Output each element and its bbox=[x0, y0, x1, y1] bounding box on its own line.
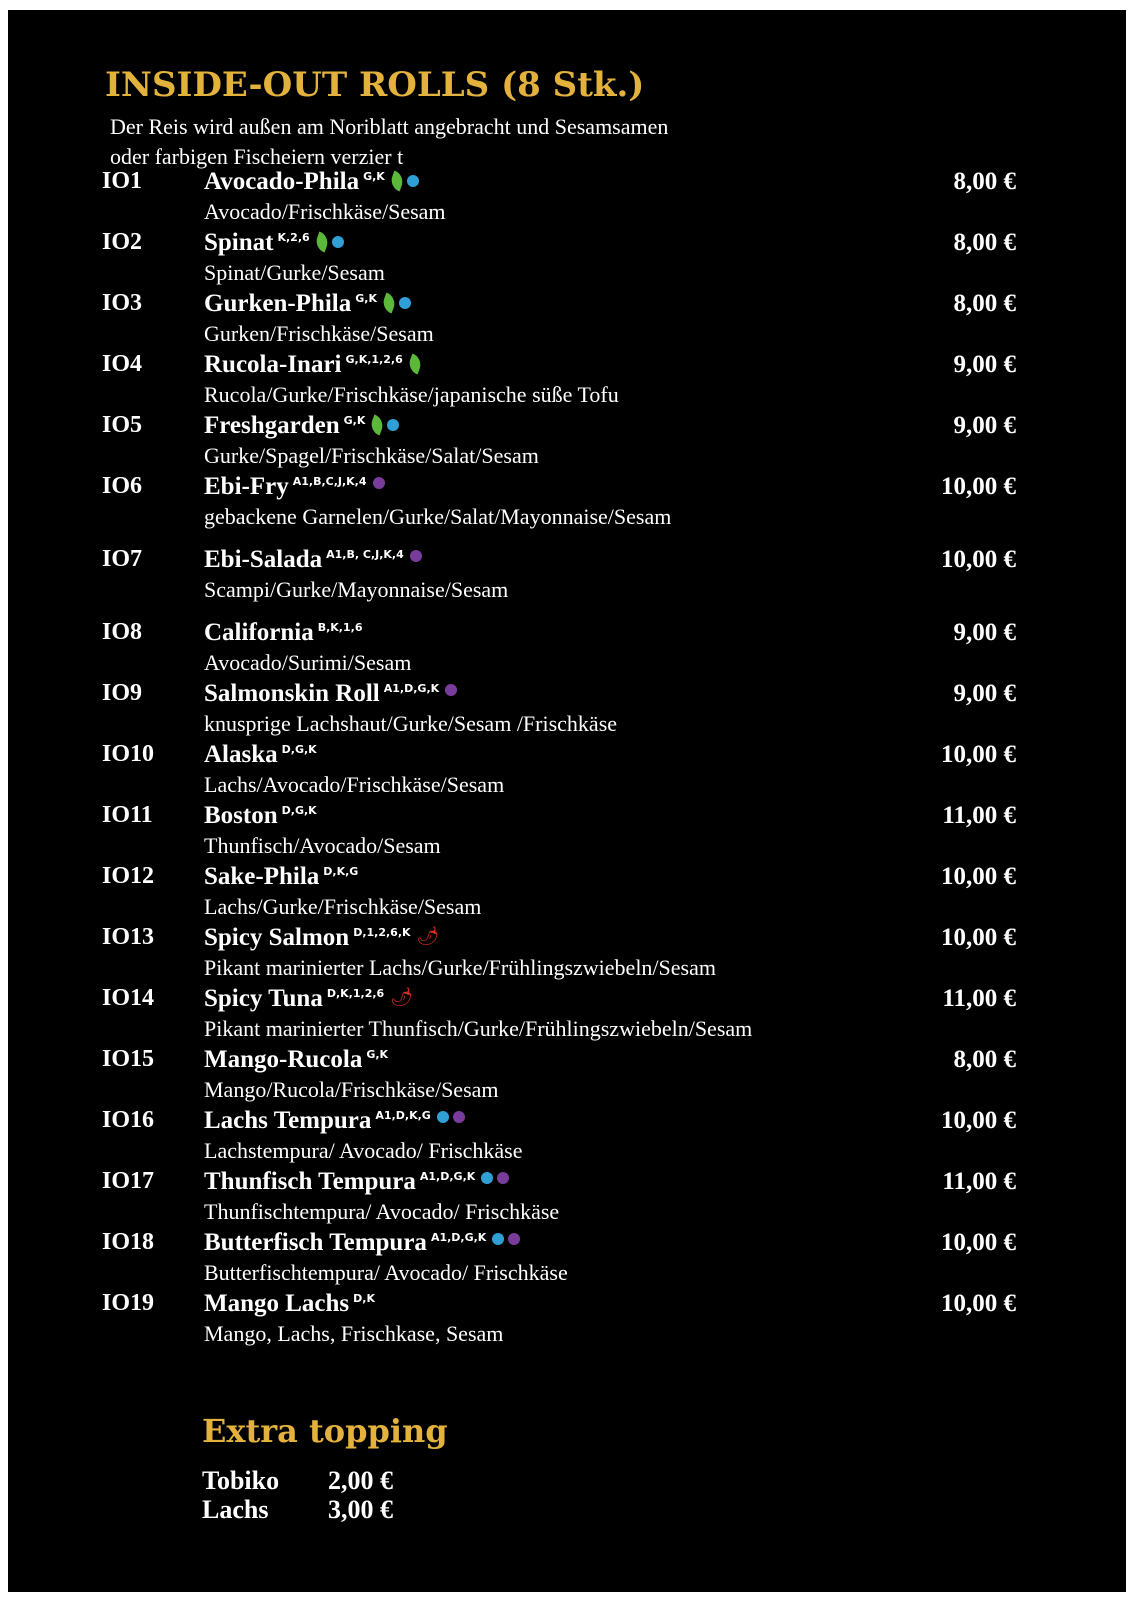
item-allergens: G,K bbox=[355, 292, 377, 305]
item-code: IO15 bbox=[102, 1046, 155, 1072]
menu-item-row bbox=[8, 680, 1126, 740]
item-name-line bbox=[204, 168, 419, 196]
item-description: gebackene Garnelen/Gurke/Salat/Mayonnaise/Sesam bbox=[204, 504, 672, 529]
item-name: Spinat bbox=[204, 229, 274, 256]
item-name-line bbox=[204, 802, 317, 830]
item-description: Lachs/Gurke/Frischkäse/Sesam bbox=[204, 894, 482, 919]
item-name: Freshgarden bbox=[204, 412, 340, 439]
menu-item-row bbox=[8, 229, 1126, 289]
purple-dot-icon bbox=[453, 1111, 465, 1123]
item-name: Alaska bbox=[204, 741, 278, 768]
menu-item-row bbox=[8, 1046, 1126, 1106]
item-name-line bbox=[204, 619, 362, 647]
item-description: Pikant marinierter Lachs/Gurke/Frühlingszwiebeln/Sesam bbox=[204, 955, 716, 980]
menu-item-row bbox=[8, 546, 1126, 606]
item-description: Thunfischtempura/ Avocado/ Frischkäse bbox=[204, 1199, 560, 1224]
item-code: IO16 bbox=[102, 1107, 155, 1133]
item-description: Spinat/Gurke/Sesam bbox=[204, 260, 385, 285]
item-allergens: D,G,K bbox=[281, 743, 317, 756]
item-icons bbox=[437, 1111, 465, 1123]
menu-item-row bbox=[8, 802, 1126, 862]
item-name: Ebi-Salada bbox=[204, 546, 323, 573]
menu-item-row bbox=[8, 741, 1126, 801]
purple-dot-icon bbox=[508, 1233, 520, 1245]
item-name: Salmonskin Roll bbox=[204, 680, 380, 707]
item-name-line bbox=[204, 1168, 509, 1196]
leaf-icon bbox=[388, 170, 405, 191]
item-allergens: A1,D,G,K bbox=[419, 1170, 476, 1183]
item-description: Avocado/Surimi/Sesam bbox=[204, 650, 412, 675]
section-description bbox=[110, 112, 870, 172]
item-code: IO11 bbox=[102, 802, 153, 828]
item-allergens: D,G,K bbox=[281, 804, 317, 817]
extra-topping-price: 3,00 € bbox=[328, 1495, 393, 1524]
item-code: IO10 bbox=[102, 741, 155, 767]
item-name-line bbox=[204, 741, 317, 769]
chili-icon: 🌶 bbox=[390, 987, 414, 1008]
item-name: Ebi-Fry bbox=[204, 473, 289, 500]
item-price: 10,00 € bbox=[941, 741, 1016, 768]
blue-dot-icon bbox=[399, 297, 411, 309]
extra-topping-name: Lachs bbox=[202, 1495, 269, 1524]
item-name-line bbox=[204, 290, 411, 318]
item-name: Boston bbox=[204, 802, 278, 829]
item-code: IO9 bbox=[102, 680, 143, 706]
item-name-line bbox=[204, 1290, 375, 1318]
item-code: IO18 bbox=[102, 1229, 155, 1255]
item-name: Spicy Salmon bbox=[204, 924, 350, 951]
item-icons bbox=[316, 233, 344, 251]
item-code: IO8 bbox=[102, 619, 143, 645]
item-icons bbox=[409, 355, 421, 373]
item-price: 10,00 € bbox=[941, 473, 1016, 500]
item-description: Rucola/Gurke/Frischkäse/japanische süße Tofu bbox=[204, 382, 619, 407]
item-code: IO17 bbox=[102, 1168, 155, 1194]
item-code: IO13 bbox=[102, 924, 155, 950]
item-description: Scampi/Gurke/Mayonnaise/Sesam bbox=[204, 577, 509, 602]
item-description: Mango, Lachs, Frischkase, Sesam bbox=[204, 1321, 504, 1346]
item-icons bbox=[373, 477, 385, 489]
description-line: Der Reis wird außen am Noriblatt angebracht und Sesamsamen bbox=[110, 114, 669, 139]
item-allergens: D,K,G bbox=[323, 865, 359, 878]
blue-dot-icon bbox=[481, 1172, 493, 1184]
item-icons bbox=[371, 416, 399, 434]
item-price: 11,00 € bbox=[942, 985, 1016, 1012]
item-name: Lachs Tempura bbox=[204, 1107, 372, 1134]
item-price: 10,00 € bbox=[941, 1107, 1016, 1134]
item-price: 11,00 € bbox=[942, 1168, 1016, 1195]
item-name: Butterfisch Tempura bbox=[204, 1229, 427, 1256]
item-description: Thunfisch/Avocado/Sesam bbox=[204, 833, 441, 858]
menu-item-row bbox=[8, 473, 1126, 533]
blue-dot-icon bbox=[407, 175, 419, 187]
description-line: oder farbigen Fischeiern verzier t bbox=[110, 144, 404, 169]
item-allergens: G,K,1,2,6 bbox=[345, 353, 403, 366]
item-name: Avocado-Phila bbox=[204, 168, 360, 195]
item-allergens: A1,D,G,K bbox=[383, 682, 440, 695]
item-icons bbox=[410, 550, 422, 562]
item-description: Gurke/Spagel/Frischkäse/Salat/Sesam bbox=[204, 443, 539, 468]
item-name-line bbox=[204, 546, 422, 574]
item-icons bbox=[481, 1172, 509, 1184]
item-icons bbox=[492, 1233, 520, 1245]
item-price: 11,00 € bbox=[942, 802, 1016, 829]
item-name-line bbox=[204, 229, 344, 257]
item-code: IO14 bbox=[102, 985, 155, 1011]
item-name-line bbox=[204, 1229, 520, 1257]
item-allergens: A1,D,K,G bbox=[375, 1109, 431, 1122]
item-description: Lachstempura/ Avocado/ Frischkäse bbox=[204, 1138, 523, 1163]
menu-item-row bbox=[8, 168, 1126, 228]
purple-dot-icon bbox=[410, 550, 422, 562]
item-name: Gurken-Phila bbox=[204, 290, 352, 317]
item-name-line bbox=[204, 412, 399, 440]
item-name-line bbox=[204, 1107, 465, 1135]
menu-item-row bbox=[8, 924, 1126, 984]
extra-topping-title: Extra topping bbox=[202, 1412, 448, 1450]
item-name-line bbox=[204, 680, 457, 708]
extra-topping-name: Tobiko bbox=[202, 1466, 280, 1495]
section-title: INSIDE-OUT ROLLS (8 Stk.) bbox=[105, 65, 645, 105]
item-name-line bbox=[204, 1046, 388, 1074]
menu-item-row bbox=[8, 619, 1126, 679]
item-allergens: G,K bbox=[366, 1048, 389, 1061]
item-description: Avocado/Frischkäse/Sesam bbox=[204, 199, 446, 224]
menu-item-row bbox=[8, 1107, 1126, 1167]
item-price: 10,00 € bbox=[941, 924, 1016, 951]
item-name-line bbox=[204, 473, 385, 501]
purple-dot-icon bbox=[373, 477, 385, 489]
item-name: Thunfisch Tempura bbox=[204, 1168, 416, 1195]
item-description: Butterfischtempura/ Avocado/ Frischkäse bbox=[204, 1260, 568, 1285]
leaf-icon bbox=[369, 414, 386, 435]
menu-item-row bbox=[8, 1168, 1126, 1228]
item-name: Sake-Phila bbox=[204, 863, 320, 890]
purple-dot-icon bbox=[445, 684, 457, 696]
item-code: IO12 bbox=[102, 863, 155, 889]
chili-icon: 🌶 bbox=[416, 926, 440, 947]
menu-item-row bbox=[8, 351, 1126, 411]
item-description: Gurken/Frischkäse/Sesam bbox=[204, 321, 434, 346]
item-price: 10,00 € bbox=[941, 1290, 1016, 1317]
blue-dot-icon bbox=[387, 419, 399, 431]
item-price: 9,00 € bbox=[953, 351, 1016, 378]
item-code: IO4 bbox=[102, 351, 143, 377]
item-description: Pikant marinierter Thunfisch/Gurke/Frühlingszwiebeln/Sesam bbox=[204, 1016, 753, 1041]
item-price: 8,00 € bbox=[953, 168, 1016, 195]
item-price: 10,00 € bbox=[941, 1229, 1016, 1256]
item-code: IO19 bbox=[102, 1290, 155, 1316]
item-name-line bbox=[204, 351, 421, 379]
blue-dot-icon bbox=[437, 1111, 449, 1123]
item-allergens: D,K,1,2,6 bbox=[326, 987, 385, 1000]
item-code: IO5 bbox=[102, 412, 143, 438]
item-price: 9,00 € bbox=[953, 680, 1016, 707]
menu-item-row bbox=[8, 290, 1126, 350]
item-allergens: G,K bbox=[363, 170, 385, 183]
purple-dot-icon bbox=[497, 1172, 509, 1184]
item-price: 9,00 € bbox=[953, 412, 1016, 439]
item-allergens: B,K,1,6 bbox=[317, 621, 363, 634]
item-code: IO6 bbox=[102, 473, 143, 499]
item-allergens: A1,B,C,J,K,4 bbox=[292, 475, 367, 488]
leaf-icon bbox=[313, 231, 330, 252]
item-description: Mango/Rucola/Frischkäse/Sesam bbox=[204, 1077, 499, 1102]
item-description: knusprige Lachshaut/Gurke/Sesam /Frischkäse bbox=[204, 711, 618, 736]
item-code: IO7 bbox=[102, 546, 143, 572]
extra-topping-price: 2,00 € bbox=[328, 1466, 393, 1495]
item-code: IO2 bbox=[102, 229, 143, 255]
blue-dot-icon bbox=[492, 1233, 504, 1245]
blue-dot-icon bbox=[332, 236, 344, 248]
item-icons bbox=[383, 294, 411, 312]
item-price: 8,00 € bbox=[953, 290, 1016, 317]
item-icons bbox=[417, 928, 440, 946]
item-name-line bbox=[204, 985, 413, 1013]
item-allergens: D,K bbox=[353, 1292, 375, 1305]
item-price: 10,00 € bbox=[941, 546, 1016, 573]
menu-item-row bbox=[8, 412, 1126, 472]
item-name: Rucola-Inari bbox=[204, 351, 342, 378]
item-icons bbox=[445, 684, 457, 696]
menu-item-row bbox=[8, 1290, 1126, 1350]
item-code: IO3 bbox=[102, 290, 143, 316]
item-allergens: A1,D,G,K bbox=[430, 1231, 487, 1244]
item-price: 9,00 € bbox=[953, 619, 1016, 646]
item-name: Mango-Rucola bbox=[204, 1046, 363, 1073]
item-price: 8,00 € bbox=[953, 229, 1016, 256]
menu-item-row bbox=[8, 863, 1126, 923]
leaf-icon bbox=[406, 353, 423, 374]
item-name: Mango Lachs bbox=[204, 1290, 350, 1317]
item-code: IO1 bbox=[102, 168, 143, 194]
item-allergens: D,1,2,6,K bbox=[353, 926, 411, 939]
item-allergens: G,K bbox=[343, 414, 366, 427]
item-icons bbox=[390, 989, 413, 1007]
menu-item-row bbox=[8, 1229, 1126, 1289]
item-name: Spicy Tuna bbox=[204, 985, 323, 1012]
item-description: Lachs/Avocado/Frischkäse/Sesam bbox=[204, 772, 505, 797]
item-icons bbox=[391, 172, 419, 190]
item-allergens: K,2,6 bbox=[277, 231, 310, 244]
item-name-line bbox=[204, 863, 358, 891]
item-allergens: A1,B, C,J,K,4 bbox=[326, 548, 404, 561]
leaf-icon bbox=[380, 292, 397, 313]
item-price: 10,00 € bbox=[941, 863, 1016, 890]
menu-item-row bbox=[8, 985, 1126, 1045]
menu-card bbox=[8, 10, 1126, 1592]
item-price: 8,00 € bbox=[953, 1046, 1016, 1073]
item-name: California bbox=[204, 619, 314, 646]
item-name-line bbox=[204, 924, 439, 952]
